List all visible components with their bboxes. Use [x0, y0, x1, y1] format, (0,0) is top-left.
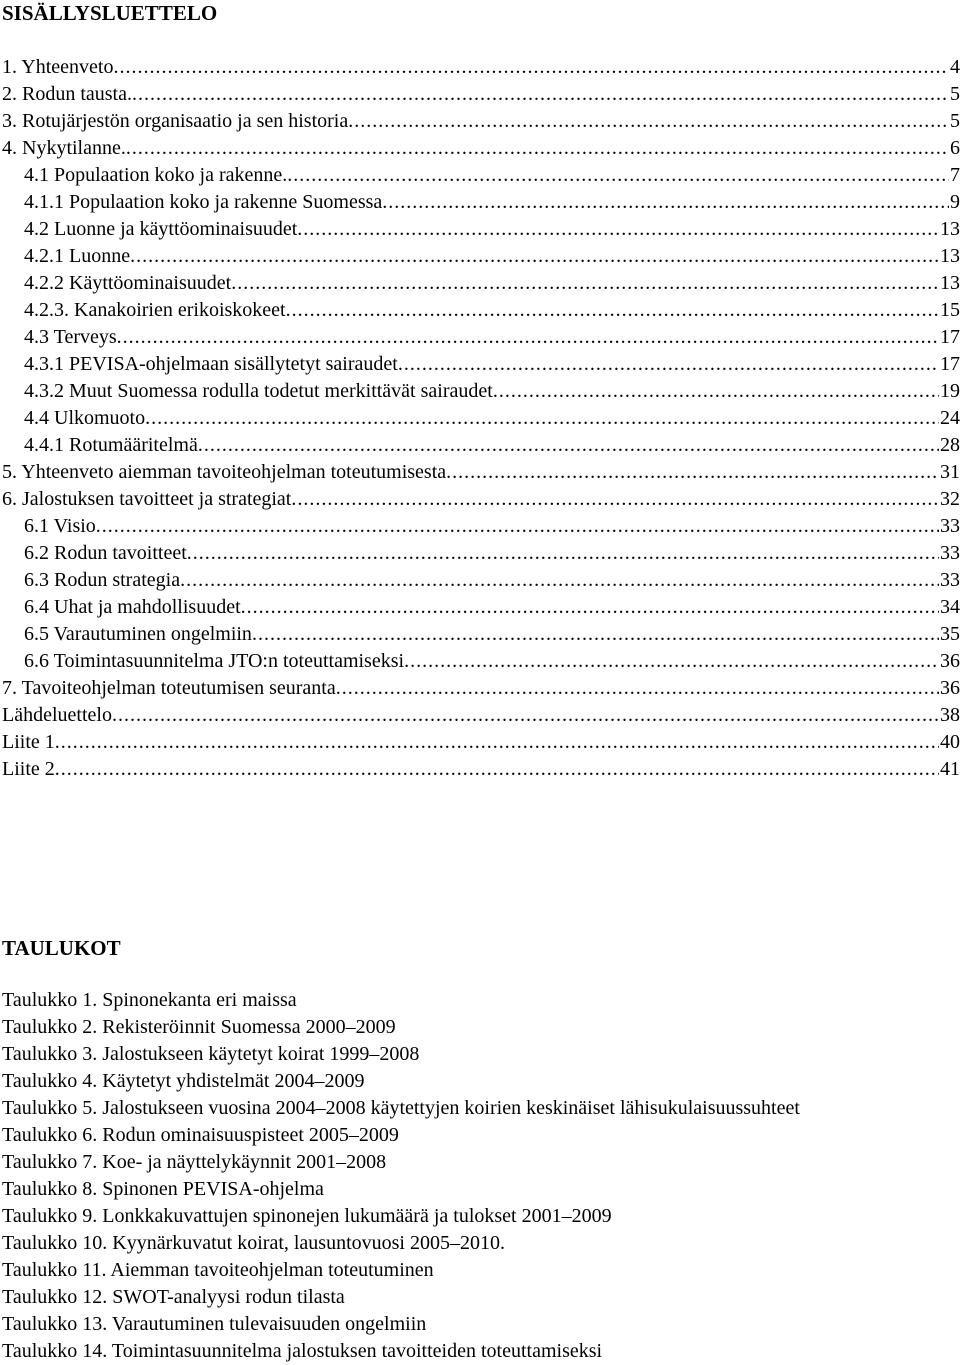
- table-list-item: Taulukko 9. Lonkkakuvattujen spinonejen lukumäärä ja tulokset 2001–2009: [2, 1205, 612, 1227]
- table-list-item: Taulukko 1. Spinonekanta eri maissa: [2, 989, 297, 1011]
- toc-entry-page: 38: [940, 704, 960, 726]
- tables-heading: TAULUKOT: [2, 936, 121, 960]
- toc-dot-leader: [446, 459, 939, 486]
- toc-entry-title: 2. Rodun tausta.: [2, 83, 132, 105]
- toc-entry-title: Liite 1: [2, 731, 55, 753]
- toc-dot-leader: [55, 756, 939, 783]
- toc-entry[interactable]: [2, 54, 960, 81]
- toc-entry[interactable]: [2, 108, 960, 135]
- toc-entry-page: 33: [940, 569, 960, 591]
- toc-entry[interactable]: [2, 432, 960, 459]
- toc-entry-title: 6.3 Rodun strategia: [24, 569, 181, 591]
- toc-entry[interactable]: [2, 243, 960, 270]
- toc-dot-leader: [112, 702, 939, 729]
- toc-list: [2, 54, 960, 783]
- toc-entry[interactable]: [2, 459, 960, 486]
- toc-entry-page: 13: [940, 218, 960, 240]
- toc-entry-page: 41: [940, 758, 960, 780]
- toc-dot-leader: [336, 675, 939, 702]
- toc-dot-leader: [252, 621, 939, 648]
- toc-entry-title: Lähdeluettelo: [2, 704, 112, 726]
- toc-entry-title: 4.2 Luonne ja käyttöominaisuudet: [24, 218, 298, 240]
- toc-entry-page: 28: [940, 434, 960, 456]
- toc-entry-title: 6.4 Uhat ja mahdollisuudet: [24, 596, 241, 618]
- toc-entry[interactable]: [2, 216, 960, 243]
- toc-dot-leader: [287, 162, 949, 189]
- table-list-item: Taulukko 11. Aiemman tavoiteohjelman toteutuminen: [2, 1259, 434, 1281]
- toc-entry-page: 15: [940, 299, 960, 321]
- toc-dot-leader: [404, 648, 939, 675]
- toc-entry-title: 1. Yhteenveto: [2, 56, 114, 78]
- toc-entry-title: 4.3 Terveys: [24, 326, 117, 348]
- table-list-item: Taulukko 7. Koe- ja näyttelykäynnit 2001–2008: [2, 1151, 387, 1173]
- table-list-item: Taulukko 13. Varautuminen tulevaisuuden ongelmiin: [2, 1313, 427, 1335]
- toc-dot-leader: [297, 216, 939, 243]
- toc-entry-title: 4.1.1 Populaation koko ja rakenne Suomessa: [24, 191, 383, 213]
- toc-entry[interactable]: [2, 81, 960, 108]
- table-list-item: Taulukko 4. Käytetyt yhdistelmät 2004–2009: [2, 1070, 365, 1092]
- toc-entry[interactable]: [2, 621, 960, 648]
- toc-entry-title: 4.4 Ulkomuoto: [24, 407, 146, 429]
- table-list-item: Taulukko 8. Spinonen PEVISA-ohjelma: [2, 1178, 324, 1200]
- toc-dot-leader: [493, 378, 939, 405]
- toc-entry-page: 24: [940, 407, 960, 429]
- toc-entry-page: 17: [940, 326, 960, 348]
- table-list-item: Taulukko 3. Jalostukseen käytetyt koirat 1999–2008: [2, 1043, 420, 1065]
- toc-entry[interactable]: [2, 675, 960, 702]
- toc-entry[interactable]: [2, 513, 960, 540]
- toc-entry-title: 4.1 Populaation koko ja rakenne.: [24, 164, 288, 186]
- toc-dot-leader: [348, 108, 949, 135]
- toc-dot-leader: [113, 54, 949, 81]
- toc-entry-page: 7: [950, 164, 960, 186]
- table-list-item: Taulukko 10. Kyynärkuvatut koirat, lausuntovuosi 2005–2010.: [2, 1232, 505, 1254]
- toc-entry[interactable]: [2, 162, 960, 189]
- toc-entry-title: 6.1 Visio: [24, 515, 96, 537]
- table-list-item: Taulukko 5. Jalostukseen vuosina 2004–2008 käytettyjen koirien keskinäiset lähisukulaisuussuhteet: [2, 1097, 800, 1119]
- toc-entry[interactable]: [2, 351, 960, 378]
- toc-entry-page: 5: [950, 110, 960, 132]
- toc-entry-page: 4: [950, 56, 960, 78]
- toc-dot-leader: [286, 297, 939, 324]
- toc-entry[interactable]: [2, 324, 960, 351]
- toc-entry-page: 9: [950, 191, 960, 213]
- table-list-item: Taulukko 6. Rodun ominaisuuspisteet 2005–2009: [2, 1124, 399, 1146]
- toc-entry-page: 35: [940, 623, 960, 645]
- toc-entry[interactable]: [2, 729, 960, 756]
- toc-entry-page: 32: [940, 488, 960, 510]
- toc-dot-leader: [187, 540, 939, 567]
- toc-entry[interactable]: [2, 297, 960, 324]
- toc-dot-leader: [398, 351, 939, 378]
- toc-dot-leader: [132, 81, 949, 108]
- toc-dot-leader: [382, 189, 949, 216]
- toc-entry-title: 6.5 Varautuminen ongelmiin: [24, 623, 252, 645]
- toc-dot-leader: [145, 405, 939, 432]
- toc-entry-title: 3. Rotujärjestön organisaatio ja sen historia: [2, 110, 349, 132]
- toc-entry[interactable]: [2, 648, 960, 675]
- tables-list: [2, 987, 800, 1365]
- toc-entry-page: 33: [940, 542, 960, 564]
- toc-entry-page: 36: [940, 677, 960, 699]
- toc-dot-leader: [96, 513, 939, 540]
- toc-entry-page: 36: [940, 650, 960, 672]
- toc-entry-title: 6. Jalostuksen tavoitteet ja strategiat: [2, 488, 292, 510]
- toc-entry[interactable]: [2, 540, 960, 567]
- toc-entry[interactable]: [2, 270, 960, 297]
- toc-entry-title: 4.4.1 Rotumääritelmä: [24, 434, 198, 456]
- toc-entry[interactable]: [2, 378, 960, 405]
- toc-entry[interactable]: [2, 405, 960, 432]
- toc-entry-page: 34: [940, 596, 960, 618]
- toc-dot-leader: [130, 243, 939, 270]
- toc-entry-page: 33: [940, 515, 960, 537]
- toc-dot-leader: [117, 324, 939, 351]
- toc-entry-page: 31: [940, 461, 960, 483]
- table-list-item: Taulukko 14. Toimintasuunnitelma jalostuksen tavoitteiden toteuttamiseksi: [2, 1340, 603, 1362]
- toc-entry-title: 4.2.2 Käyttöominaisuudet: [24, 272, 232, 294]
- toc-entry[interactable]: [2, 567, 960, 594]
- table-list-item: Taulukko 2. Rekisteröinnit Suomessa 2000–2009: [2, 1016, 396, 1038]
- toc-entry-title: 4.3.1 PEVISA-ohjelmaan sisällytetyt sairaudet: [24, 353, 398, 375]
- toc-entry-page: 40: [940, 731, 960, 753]
- table-list-item: Taulukko 12. SWOT-analyysi rodun tilasta: [2, 1286, 345, 1308]
- toc-entry-page: 19: [940, 380, 960, 402]
- toc-entry-title: 6.6 Toimintasuunnitelma JTO:n toteuttamiseksi: [24, 650, 405, 672]
- toc-entry[interactable]: [2, 189, 960, 216]
- toc-entry[interactable]: [2, 486, 960, 513]
- toc-entry-page: 13: [940, 272, 960, 294]
- toc-dot-leader: [291, 486, 939, 513]
- toc-dot-leader: [126, 135, 949, 162]
- toc-entry-title: 5. Yhteenveto aiemman tavoiteohjelman toteutumisesta: [2, 461, 447, 483]
- toc-heading: SISÄLLYSLUETTELO: [2, 1, 218, 25]
- toc-entry-title: 4.2.3. Kanakoirien erikoiskokeet: [24, 299, 286, 321]
- toc-entry-title: 4.3.2 Muut Suomessa rodulla todetut merkittävät sairaudet: [24, 380, 493, 402]
- toc-dot-leader: [231, 270, 939, 297]
- toc-dot-leader: [241, 594, 939, 621]
- toc-entry[interactable]: [2, 135, 960, 162]
- toc-entry-title: Liite 2: [2, 758, 55, 780]
- toc-entry[interactable]: [2, 756, 960, 783]
- toc-dot-leader: [198, 432, 939, 459]
- toc-dot-leader: [180, 567, 939, 594]
- toc-dot-leader: [55, 729, 939, 756]
- toc-entry-title: 6.2 Rodun tavoitteet: [24, 542, 187, 564]
- toc-entry-title: 7. Tavoiteohjelman toteutumisen seuranta: [2, 677, 336, 699]
- toc-entry-page: 13: [940, 245, 960, 267]
- toc-entry-title: 4. Nykytilanne.: [2, 137, 126, 159]
- toc-entry-page: 6: [950, 137, 960, 159]
- toc-entry-page: 5: [950, 83, 960, 105]
- toc-entry[interactable]: [2, 702, 960, 729]
- toc-entry-page: 17: [940, 353, 960, 375]
- toc-entry-title: 4.2.1 Luonne: [24, 245, 131, 267]
- toc-entry[interactable]: [2, 594, 960, 621]
